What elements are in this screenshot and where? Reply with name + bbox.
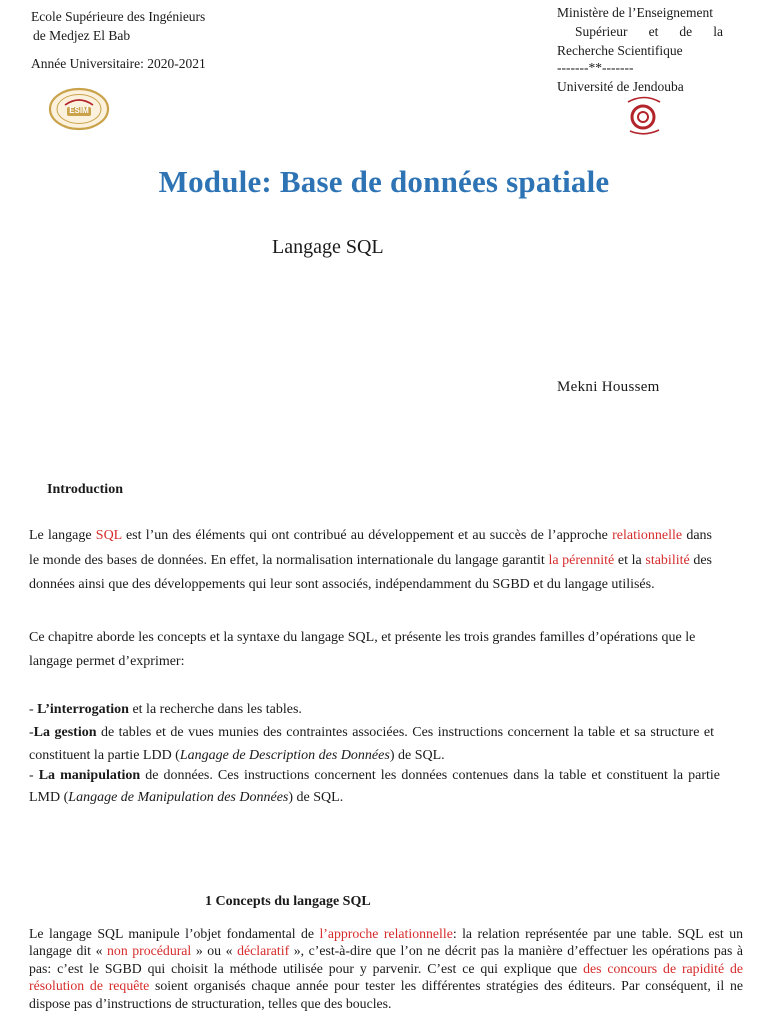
intro-paragraph-1 bbox=[29, 524, 712, 598]
text-run: et la bbox=[614, 552, 646, 568]
text-run: : la relation représentée par une table. SQL est un langage dit « bbox=[29, 926, 744, 959]
ministry-line3: Recherche Scientifique bbox=[557, 43, 683, 58]
school-name-line1: Ecole Supérieure des Ingénieurs bbox=[31, 9, 206, 24]
text-run: dans le monde des bases de données. En effet, la normalisation internationale du langage garantit bbox=[29, 528, 712, 568]
ministry-line1: Ministère de l’Enseignement bbox=[557, 5, 713, 20]
highlight-perennite: la pérennité bbox=[548, 552, 615, 568]
section-1-paragraph bbox=[29, 925, 743, 1012]
highlight-relationnelle: relationnelle bbox=[612, 528, 683, 543]
bullet-prefix: - bbox=[29, 702, 38, 717]
term-gestion: La gestion bbox=[33, 725, 97, 740]
highlight-non-procedural: non procédural bbox=[107, 943, 192, 959]
highlight-declaratif: déclaratif bbox=[237, 943, 290, 959]
intro-paragraph-2: Ce chapitre aborde les concepts et la syntaxe du langage SQL, et présente les trois grandes familles d’opérations que le langage permet d’exprimer: bbox=[29, 630, 696, 669]
school-name bbox=[31, 7, 205, 45]
text-run: ) de SQL. bbox=[389, 747, 445, 763]
header-separator: -------**------- bbox=[557, 60, 634, 75]
highlight-sql: SQL bbox=[95, 528, 122, 543]
text-run: est l’un des éléments qui ont contribué au développement et au succès de l’approche bbox=[121, 528, 613, 543]
page-title: Module: Base de données spatiale bbox=[158, 164, 610, 199]
term-interrogation: L’interrogation bbox=[37, 702, 129, 717]
text-run: Le langage bbox=[29, 528, 96, 543]
section-1-heading: 1 Concepts du langage SQL bbox=[205, 894, 371, 909]
highlight-approche: l’approche relationnelle bbox=[319, 926, 453, 941]
academic-year: Année Universitaire: 2020-2021 bbox=[31, 56, 206, 71]
esim-logo-text: ESIM bbox=[69, 106, 89, 115]
text-run: » ou « bbox=[191, 943, 238, 959]
text-run: de tables et de vues munies des contraintes associées. Ces instructions concernent la table et sa structure et constituent la partie LDD ( bbox=[29, 725, 714, 763]
operation-family-1 bbox=[29, 699, 714, 722]
term-lmd: Langage de Manipulation des Données bbox=[68, 790, 289, 805]
school-name-line2: de Medjez El Bab bbox=[33, 28, 131, 43]
esim-logo bbox=[48, 87, 110, 131]
ministry-block bbox=[557, 3, 723, 96]
text-run: soient organisés chaque année pour tester les différentes stratégies des éditeurs. Par conséquent, il ne dispose pas d’instructions de structuration, telles que des boucles. bbox=[29, 978, 743, 1011]
text-run: des données ainsi que des développements qui leur sont associés, indépendamment du SGBD et du langage utilisés. bbox=[29, 552, 712, 593]
subtitle: Langage SQL bbox=[272, 236, 384, 258]
text-run: ) de SQL. bbox=[288, 790, 344, 805]
bullet-prefix: - bbox=[29, 725, 34, 740]
term-manipulation: La manipulation bbox=[38, 768, 141, 783]
text-run: Le langage SQL manipule l’objet fondamental de bbox=[29, 926, 320, 941]
term-ldd: Langage de Description des Données bbox=[179, 747, 390, 763]
ministry-line2: Supérieur et de la bbox=[575, 24, 723, 39]
author: Mekni Houssem bbox=[557, 379, 660, 395]
text-run: de données. Ces instructions concernent les données contenues dans la table et constituent la partie LMD ( bbox=[29, 768, 720, 805]
bullet-prefix: - bbox=[29, 768, 39, 783]
operation-family-3 bbox=[29, 765, 720, 809]
highlight-concours: des concours de rapidité de résolution de requête bbox=[29, 960, 743, 994]
text-run: et la recherche dans les tables. bbox=[128, 702, 302, 717]
university-logo bbox=[622, 94, 666, 136]
university-name: Université de Jendouba bbox=[557, 79, 684, 94]
highlight-stabilite: stabilité bbox=[645, 552, 690, 568]
operation-family-2 bbox=[29, 722, 714, 767]
intro-heading: Introduction bbox=[47, 482, 123, 497]
text-run: », c’est-à-dire que l’on ne décrit pas la manière d’effectuer les opérations pas à pas: c’est le SGBD qui choisit la méthode utilisée pour y parvenir. C’est ce qui explique que bbox=[29, 943, 744, 976]
